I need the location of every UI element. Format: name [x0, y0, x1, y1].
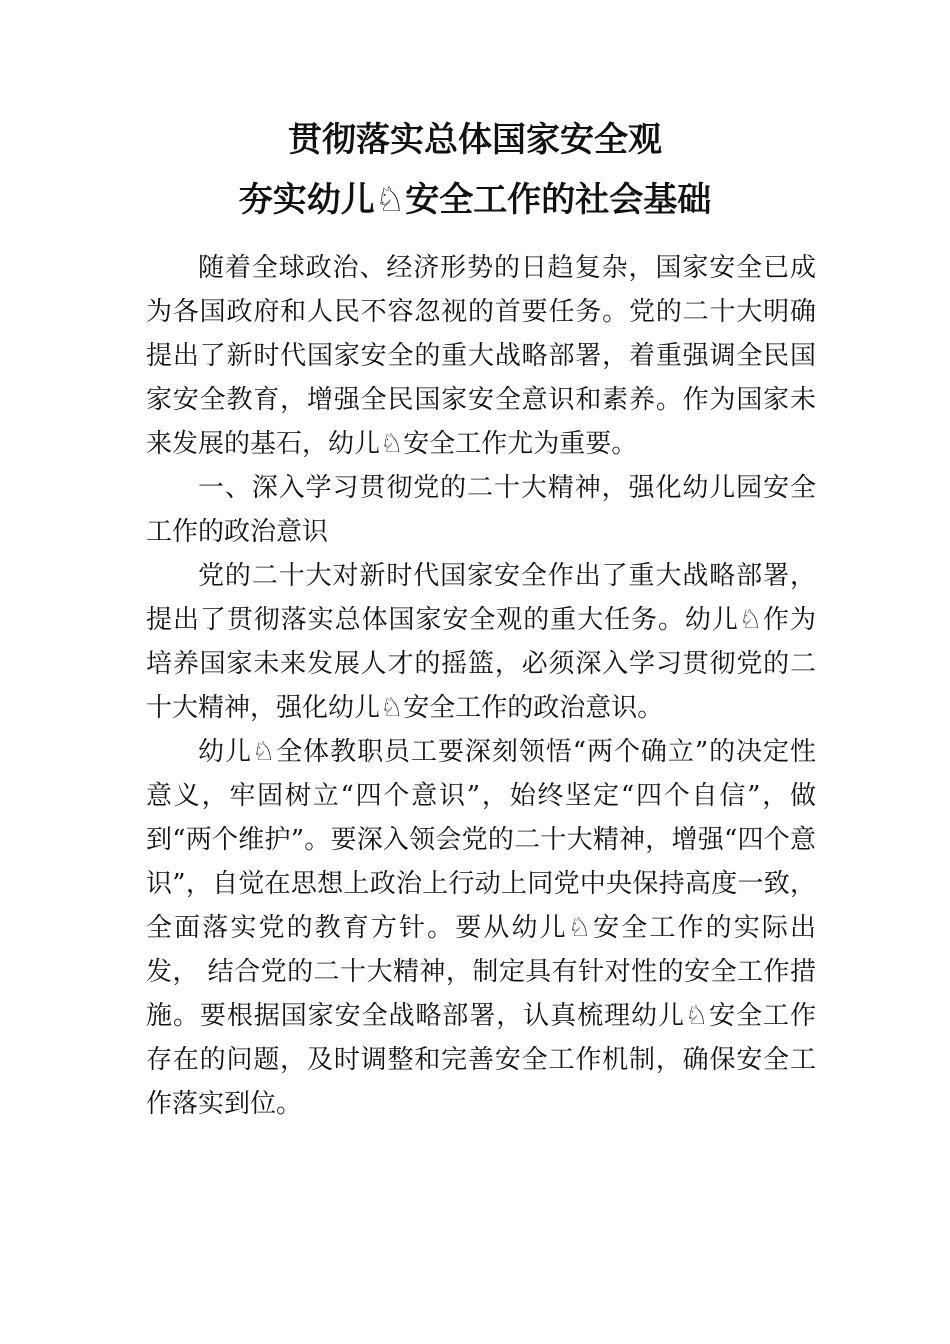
document-body: [146, 246, 816, 1126]
paragraph-section1-a: 党的二十大对新时代国家安全作出了重大战略部署，提出了贯彻落实总体国家安全观的重大任务。幼儿♘作为培养国家未来发展人才的摇篮，必须深入学习贯彻党的二十大精神，强化幼儿♘安全工作的政治意识。: [146, 561, 816, 723]
document-title-line2: 夯实幼儿♘安全工作的社会基础: [238, 180, 712, 220]
paragraph-intro: 随着全球政治、经济形势的日趋复杂，国家安全已成为各国政府和人民不容忽视的首要任务。党的二十大明确提出了新时代国家安全的重大战略部署，着重强调全民国家安全教育，增强全民国家安全意识和素养。作为国家未来发展的基石，幼儿♘安全工作尤为重要。: [146, 253, 816, 459]
document-title-line1: 贯彻落实总体国家安全观: [288, 120, 662, 160]
section-heading-1: 一、深入学习贯彻党的二十大精神，强化幼儿园安全工作的政治意识: [146, 473, 816, 547]
paragraph-section1-b: 幼儿♘全体教职员工要深刻领悟“两个确立”的决定性意义，牢固树立“四个意识”，始终坚定“四个自信”，做到“两个维护”。要深入领会党的二十大精神，增强“四个意识”，自觉在思想上政治上行动上同党中央保持高度一致，全面落实党的教育方针。要从幼儿♘安全工作的实际出发， 结合党的二十大精神，制定具有针对性的安全工作措施。要根据国家安全战略部署，认真梳理幼儿♘安全工作存在的问题，及时调整和完善安全工作机制，确保安全工作落实到位。: [146, 737, 816, 1119]
